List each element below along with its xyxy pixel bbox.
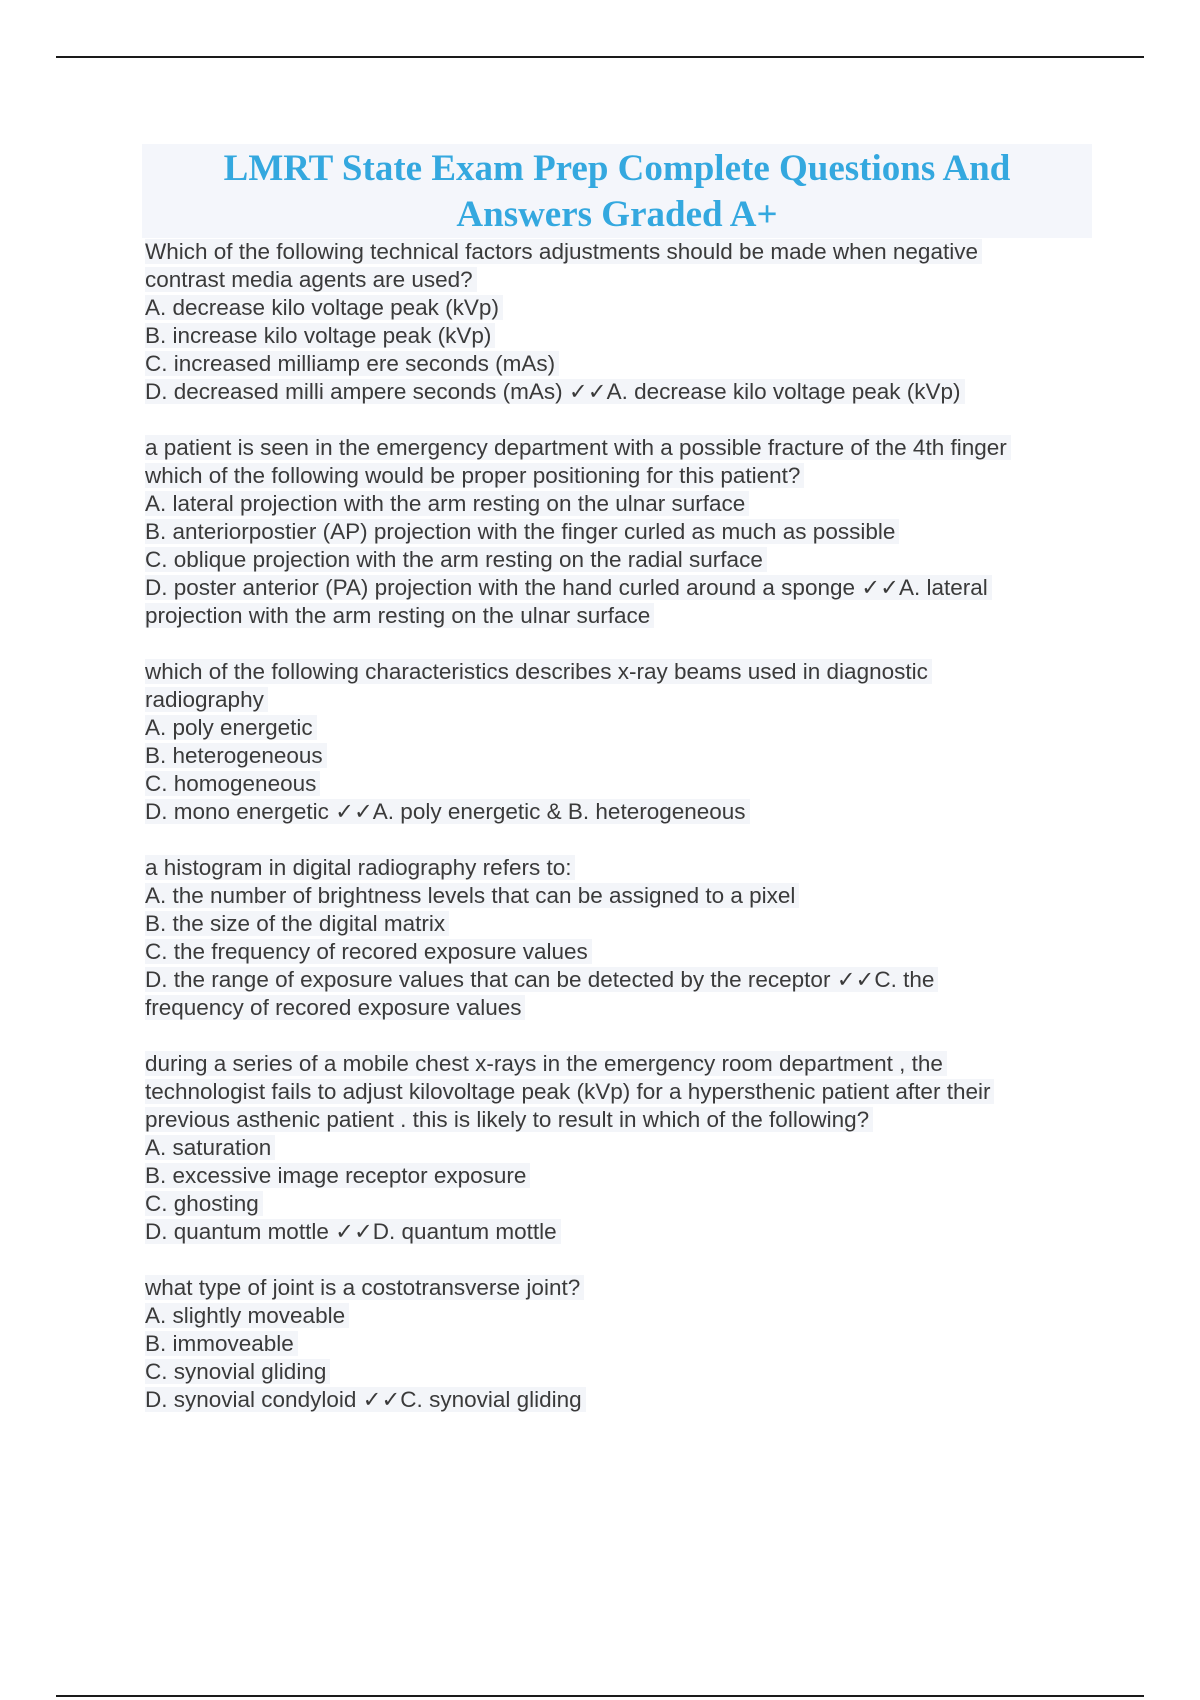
line-text: what type of joint is a costotransverse joint?	[145, 1275, 584, 1300]
line-text: C. homogeneous	[145, 771, 320, 796]
question-block	[145, 1050, 1105, 1246]
answer-line	[145, 1218, 1105, 1246]
line-text: technologist fails to adjust kilovoltage peak (kVp) for a hypersthenic patient after their	[145, 1079, 994, 1104]
question-block	[145, 238, 1105, 406]
question-line	[145, 938, 1105, 966]
question-line	[145, 714, 1105, 742]
question-block	[145, 658, 1105, 826]
question-line	[145, 1274, 1105, 1302]
title-line-1: LMRT State Exam Prep Complete Questions And	[223, 148, 1011, 189]
question-line	[145, 1106, 1105, 1134]
answer-line	[145, 574, 1105, 602]
line-text: B. excessive image receptor exposure	[145, 1163, 530, 1188]
question-line	[145, 1050, 1105, 1078]
answer-line	[145, 966, 1105, 994]
line-text: B. immoveable	[145, 1331, 298, 1356]
question-line	[145, 1078, 1105, 1106]
question-line	[145, 1162, 1105, 1190]
line-text: D. mono energetic ✓✓A. poly energetic & B. heterogeneous	[145, 799, 750, 824]
line-text: A. the number of brightness levels that can be assigned to a pixel	[145, 883, 799, 908]
question-line	[145, 742, 1105, 770]
line-text: A. lateral projection with the arm resting on the ulnar surface	[145, 491, 749, 516]
question-line	[145, 1190, 1105, 1218]
line-text: A. decrease kilo voltage peak (kVp)	[145, 295, 503, 320]
question-line	[145, 686, 1105, 714]
question-line	[145, 350, 1105, 378]
question-line	[145, 266, 1105, 294]
question-line	[145, 910, 1105, 938]
question-line	[145, 546, 1105, 574]
line-text: D. poster anterior (PA) projection with the hand curled around a sponge ✓✓A. lateral	[145, 575, 992, 600]
top-divider	[56, 56, 1144, 58]
title-line-2: Answers Graded A+	[456, 194, 778, 235]
answer-line	[145, 798, 1105, 826]
line-text: C. the frequency of recored exposure values	[145, 939, 592, 964]
question-line	[145, 854, 1105, 882]
line-text: C. oblique projection with the arm resting on the radial surface	[145, 547, 767, 572]
question-line	[145, 434, 1105, 462]
line-text: contrast media agents are used?	[145, 267, 477, 292]
answer-line	[145, 1386, 1105, 1414]
answer-continuation	[145, 602, 1105, 630]
line-text: B. increase kilo voltage peak (kVp)	[145, 323, 495, 348]
line-text: projection with the arm resting on the ulnar surface	[145, 603, 654, 628]
line-text: A. saturation	[145, 1135, 275, 1160]
bottom-divider	[56, 1695, 1144, 1697]
question-line	[145, 770, 1105, 798]
line-text: B. heterogeneous	[145, 743, 327, 768]
line-text: during a series of a mobile chest x-rays in the emergency room department , the	[145, 1051, 947, 1076]
line-text: B. anteriorpostier (AP) projection with the finger curled as much as possible	[145, 519, 899, 544]
answer-continuation	[145, 994, 1105, 1022]
question-block	[145, 1274, 1105, 1414]
line-text: D. synovial condyloid ✓✓C. synovial gliding	[145, 1387, 586, 1412]
question-list	[145, 238, 1105, 1442]
title-banner	[142, 144, 1092, 238]
line-text: D. quantum mottle ✓✓D. quantum mottle	[145, 1219, 561, 1244]
document-title	[142, 144, 1092, 238]
question-block	[145, 434, 1105, 630]
question-line	[145, 294, 1105, 322]
question-line	[145, 882, 1105, 910]
line-text: A. slightly moveable	[145, 1303, 349, 1328]
line-text: previous asthenic patient . this is likely to result in which of the following?	[145, 1107, 873, 1132]
line-text: which of the following characteristics describes x-ray beams used in diagnostic	[145, 659, 932, 684]
line-text: B. the size of the digital matrix	[145, 911, 449, 936]
question-block	[145, 854, 1105, 1022]
question-line	[145, 1358, 1105, 1386]
line-text: radiography	[145, 687, 268, 712]
line-text: C. increased milliamp ere seconds (mAs)	[145, 351, 559, 376]
line-text: D. the range of exposure values that can be detected by the receptor ✓✓C. the	[145, 967, 938, 992]
question-line	[145, 462, 1105, 490]
question-line	[145, 322, 1105, 350]
question-line	[145, 1134, 1105, 1162]
line-text: C. synovial gliding	[145, 1359, 330, 1384]
line-text: D. decreased milli ampere seconds (mAs) ✓✓A. decrease kilo voltage peak (kVp)	[145, 379, 965, 404]
answer-line	[145, 378, 1105, 406]
line-text: frequency of recored exposure values	[145, 995, 525, 1020]
question-line	[145, 490, 1105, 518]
question-line	[145, 518, 1105, 546]
line-text: a patient is seen in the emergency department with a possible fracture of the 4th finger	[145, 435, 1011, 460]
question-line	[145, 238, 1105, 266]
question-line	[145, 658, 1105, 686]
question-line	[145, 1302, 1105, 1330]
line-text: Which of the following technical factors adjustments should be made when negative	[145, 239, 982, 264]
line-text: C. ghosting	[145, 1191, 263, 1216]
line-text: which of the following would be proper positioning for this patient?	[145, 463, 804, 488]
line-text: A. poly energetic	[145, 715, 317, 740]
line-text: a histogram in digital radiography refers to:	[145, 855, 575, 880]
question-line	[145, 1330, 1105, 1358]
